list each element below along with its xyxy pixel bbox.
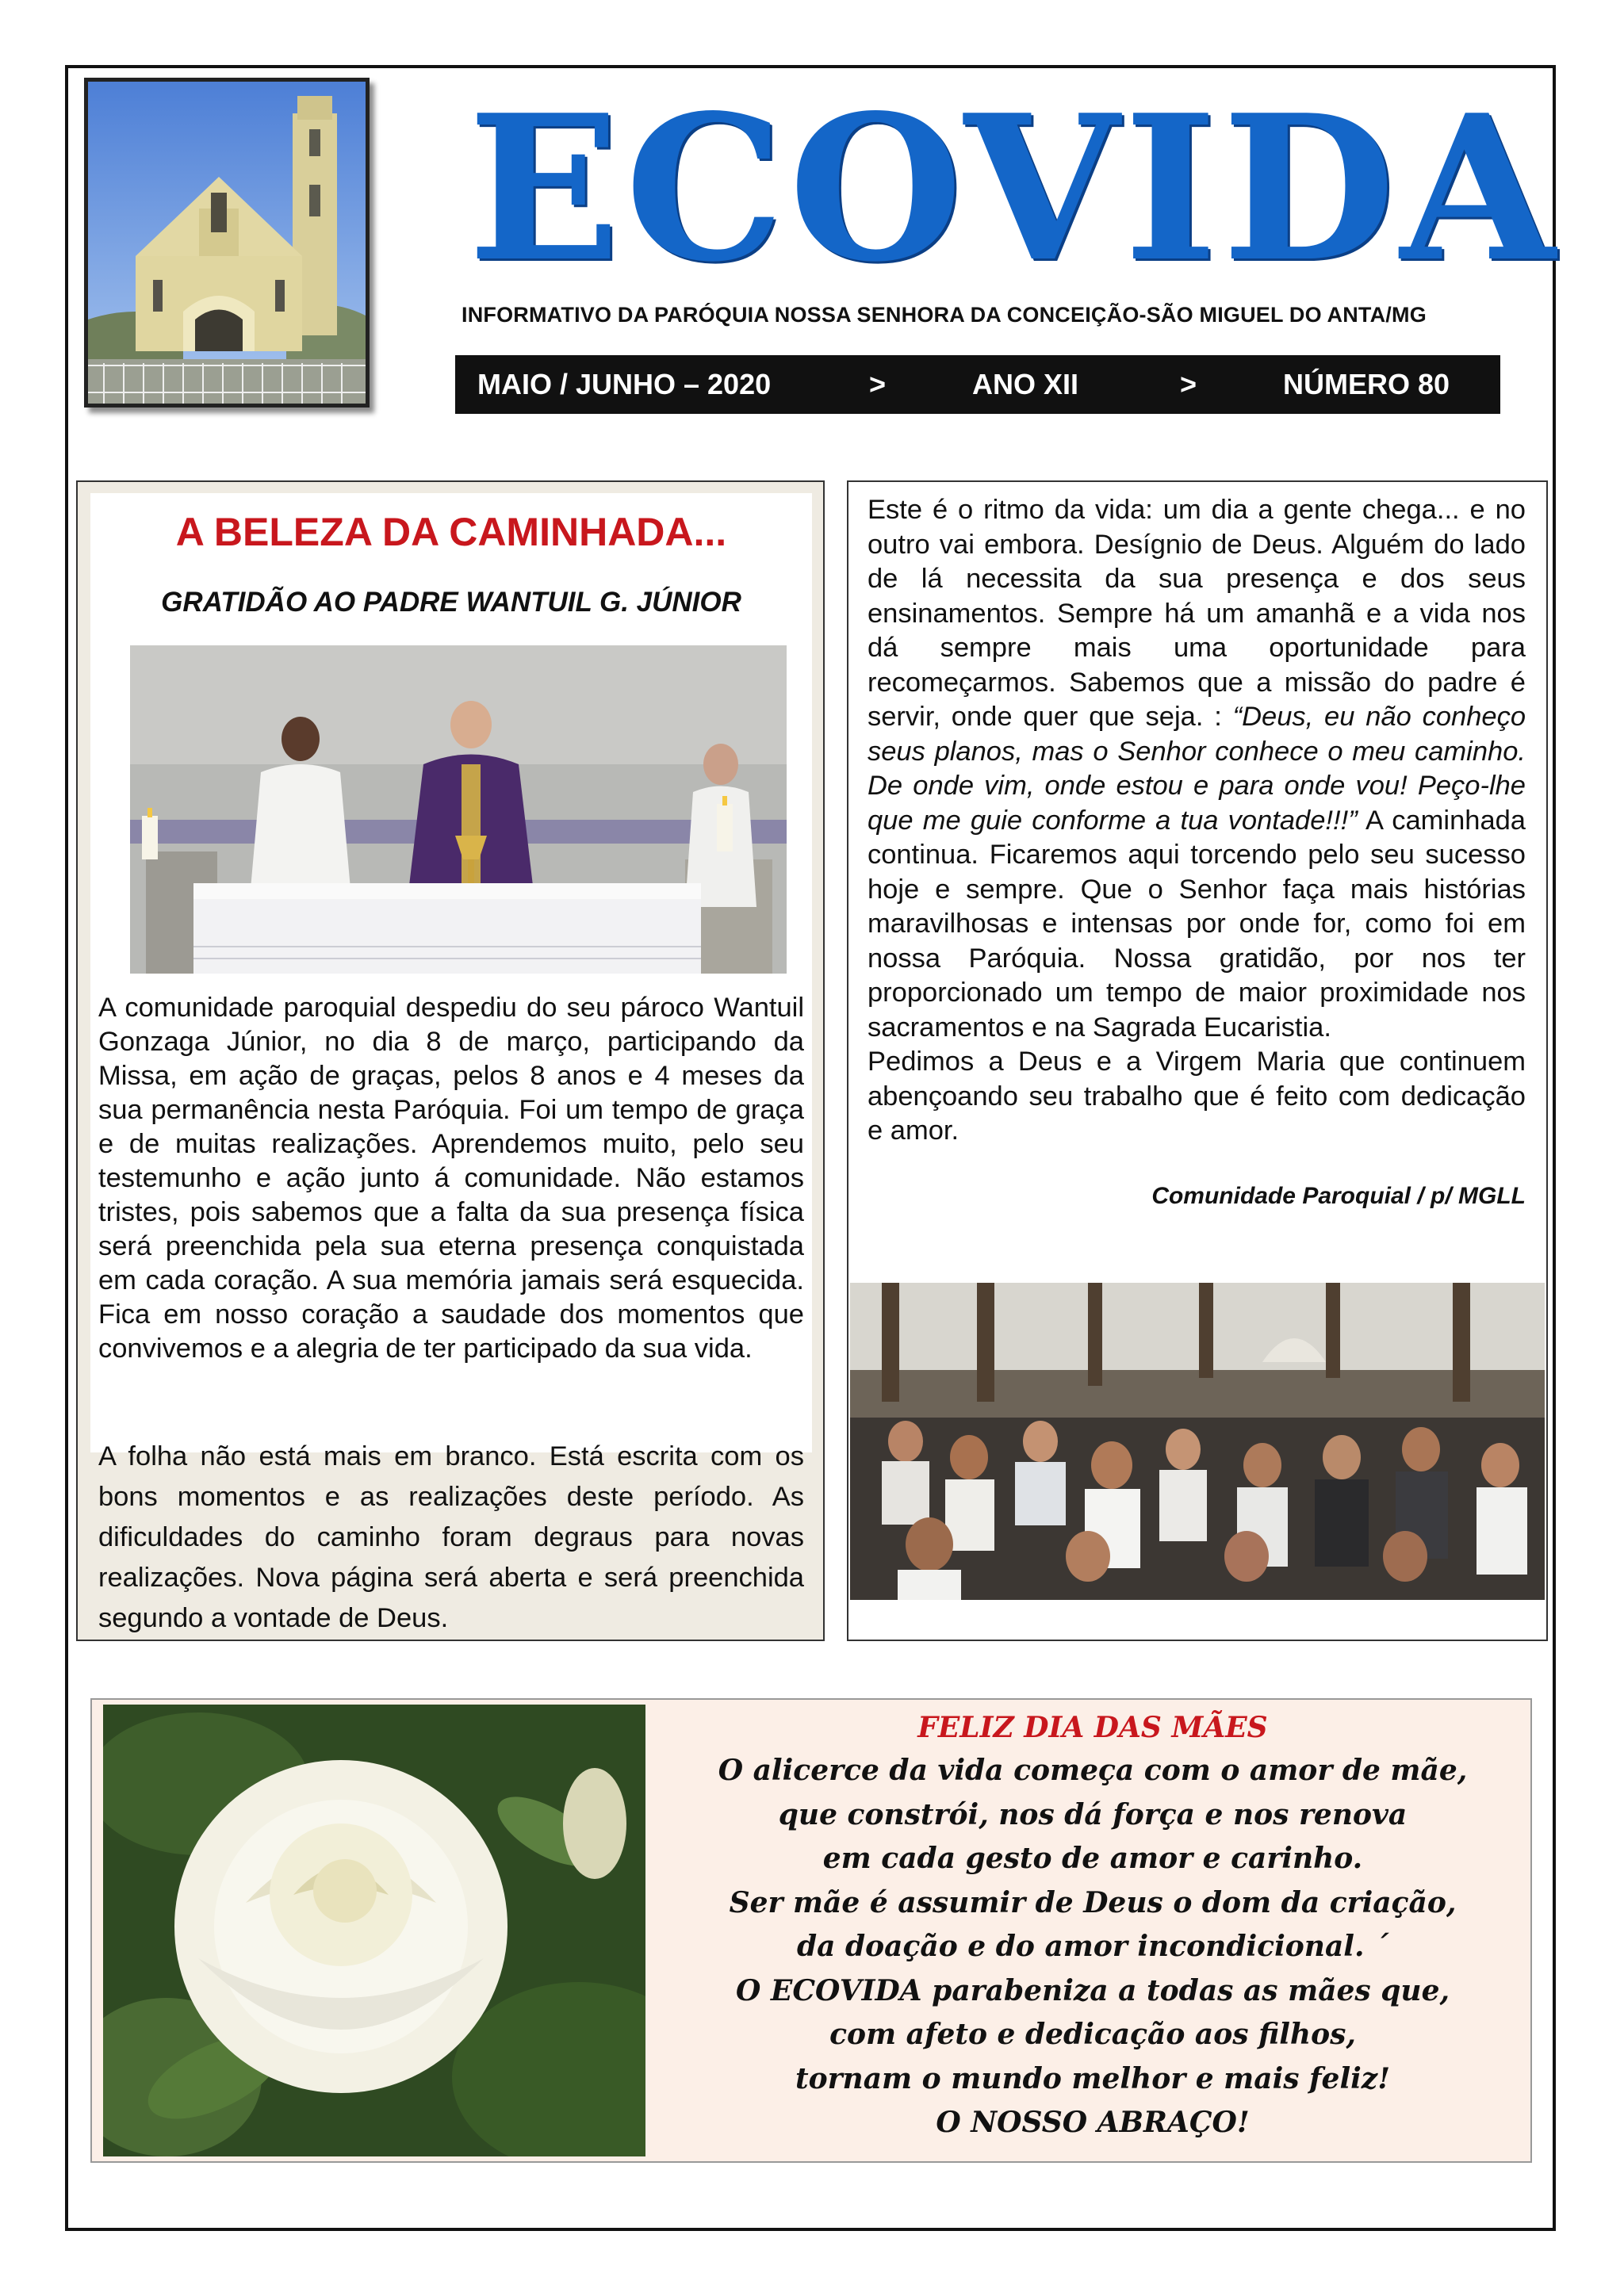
poem-line: em cada gesto de amor e carinho. bbox=[822, 1842, 1363, 1875]
issue-separator: > bbox=[869, 368, 887, 400]
article-signature: Comunidade Paroquial / p/ MGLL bbox=[1151, 1183, 1526, 1209]
mass-photo bbox=[130, 645, 787, 974]
masthead-subtitle: INFORMATIVO DA PARÓQUIA NOSSA SENHORA DA CONCEIÇÃO-SÃO MIGUEL DO ANTA/MG bbox=[462, 303, 1427, 327]
article-body: A comunidade paroquial despediu do seu pároco Wantuil Gonzaga Júnior, no dia 8 de março, participando da Missa, em ação de graças, pelos 8 anos e 4 meses da sua permanência nesta Paróquia. Foi um tempo de graça e de muitas realizações. Aprendemos muito, pelo seu testemunho e ação junto á comunidade. Não estamos tristes, pois sabemos que a falta da sua presença física será preenchida pela sua eterna presença conquistada em cada coração. A sua memória jamais será esquecida. Fica em nosso coração a saudade dos momentos que convivemos e a alegria de ter participado da sua vida. bbox=[98, 993, 804, 1364]
poem-line: O NOSSO ABRAÇO! bbox=[936, 2106, 1250, 2139]
right-body-start: Este é o ritmo da vida: um dia a gente chega... e no outro vai embora. Desígnio de Deus. Alguém do lado de lá necessita da sua presença e dos seus ensinamentos. Sempre há um amanhã e a vida nos dá sempre mais uma oportunidade para recomeçarmos. Sabemos que a missão do padre é servir, onde quer que seja. : bbox=[868, 495, 1526, 732]
poem-line: O alicerce da vida começa com o amor de mãe, bbox=[718, 1754, 1468, 1787]
prayer-quote: “Deus, eu não conheço seus planos, mas o Senhor conhece o meu caminho. De onde vim, onde estou e para onde vou! Peço-lhe que me guie conforme a tua vontade!!!” bbox=[868, 702, 1526, 836]
poem-line: O ECOVIDA parabeniza a todas as mães que, bbox=[735, 1973, 1450, 2007]
poem-line: que constrói, nos dá força e nos renova bbox=[778, 1797, 1408, 1831]
issue-number: NÚMERO 80 bbox=[1283, 368, 1450, 400]
poem-line: da doação e do amor incondicional. ´ bbox=[796, 1930, 1389, 1963]
article-continuation: A folha não está mais em branco. Está escrita com os bons momentos e as realizações deste período. As dificuldades do caminho foram degraus para novas realizações. Nova página será aberta e será preenchida segundo a vontade de Deus. bbox=[98, 1441, 804, 1633]
mothers-day-title: FELIZ DIA DAS MÃES bbox=[917, 1711, 1268, 1744]
mothers-day-poem bbox=[663, 1706, 1522, 2145]
poem-line: tornam o mundo melhor e mais feliz! bbox=[795, 2061, 1391, 2095]
poem-line: Ser mãe é assumir de Deus o dom da criação, bbox=[729, 1885, 1457, 1919]
issue-bar bbox=[455, 355, 1500, 414]
issue-period: MAIO / JUNHO – 2020 bbox=[477, 368, 772, 400]
article-subtitle: GRATIDÃO AO PADRE WANTUIL G. JÚNIOR bbox=[161, 587, 741, 618]
white-rose-photo bbox=[103, 1705, 645, 2156]
right-body-end: A caminhada continua. Ficaremos aqui torcendo pelo seu sucesso hoje e sempre. Que o Senhor faça mais histórias maravilhosas e intensas por onde for, como foi em nossa Paróquia. Nossa gratidão, por nos ter proporcionado um tempo de maior proximidade nos sacramentos e na Sagrada Eucaristia. bbox=[868, 805, 1526, 1043]
crowd-photo bbox=[850, 1283, 1545, 1600]
right-closing: Pedimos a Deus e a Virgem Maria que continuem abençoando seu trabalho que é feito com dedicação e amor. bbox=[868, 1047, 1526, 1146]
right-article-body bbox=[868, 493, 1526, 1149]
issue-separator: > bbox=[1180, 368, 1197, 400]
masthead bbox=[468, 71, 1561, 306]
poem-line: com afeto e dedicação aos filhos, bbox=[829, 2018, 1356, 2051]
issue-year: ANO XII bbox=[972, 368, 1079, 400]
article-title: A BELEZA DA CAMINHADA... bbox=[175, 510, 727, 554]
church-photo bbox=[84, 78, 370, 408]
masthead-title: ECOVIDA bbox=[468, 71, 1561, 306]
